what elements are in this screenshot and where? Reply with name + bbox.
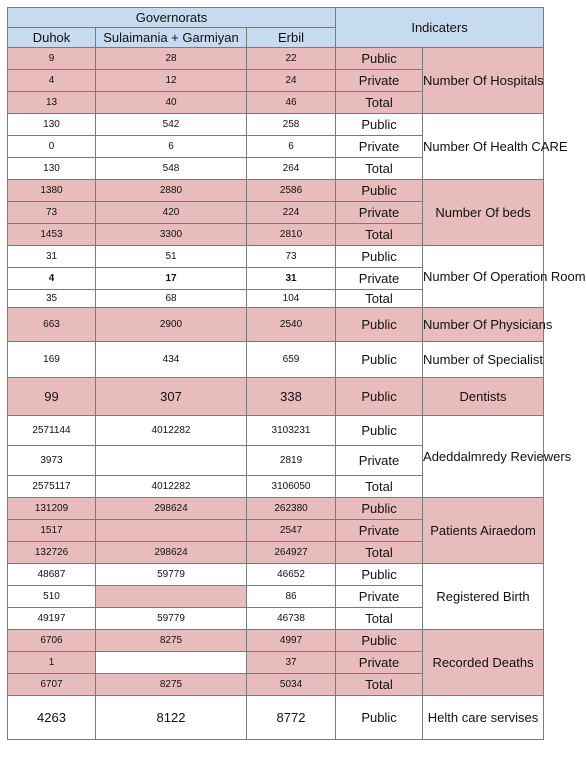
erbil-value: 37 (247, 652, 336, 674)
erbil-value: 22 (247, 48, 336, 70)
indicator-label: Number Of Physicians (423, 308, 544, 342)
sulaimania-value: 28 (96, 48, 247, 70)
sector-type: Total (336, 542, 423, 564)
duhok-value: 169 (8, 342, 96, 378)
erbil-value: 262380 (247, 498, 336, 520)
duhok-value: 6707 (8, 674, 96, 696)
table-row (8, 498, 544, 520)
duhok-value: 2575117 (8, 476, 96, 498)
erbil-value: 2810 (247, 224, 336, 246)
sulaimania-value: 6 (96, 136, 247, 158)
duhok-value: 130 (8, 158, 96, 180)
erbil-value: 258 (247, 114, 336, 136)
sector-type: Total (336, 92, 423, 114)
sulaimania-value: 59779 (96, 564, 247, 586)
governorates-header: Governorats (8, 8, 336, 28)
erbil-value: 46652 (247, 564, 336, 586)
indicator-label: Number Of Health CARE (423, 114, 544, 180)
table-row (8, 246, 544, 268)
erbil-value: 24 (247, 70, 336, 92)
table-row (8, 696, 544, 740)
table-row (8, 564, 544, 586)
sector-type: Public (336, 342, 423, 378)
sector-type: Total (336, 158, 423, 180)
indicators-header: Indicaters (336, 8, 544, 48)
erbil-value: 46 (247, 92, 336, 114)
erbil-value: 264927 (247, 542, 336, 564)
duhok-value: 35 (8, 290, 96, 308)
sulaimania-value: 298624 (96, 498, 247, 520)
duhok-value: 9 (8, 48, 96, 70)
sulaimania-value: 12 (96, 70, 247, 92)
duhok-value: 49197 (8, 608, 96, 630)
erbil-value: 4997 (247, 630, 336, 652)
erbil-value: 3106050 (247, 476, 336, 498)
sulaimania-value: 2880 (96, 180, 247, 202)
duhok-value: 130 (8, 114, 96, 136)
erbil-value: 224 (247, 202, 336, 224)
duhok-value: 510 (8, 586, 96, 608)
erbil-value: 73 (247, 246, 336, 268)
sector-type: Public (336, 308, 423, 342)
table-row (8, 378, 544, 416)
erbil-value: 2586 (247, 180, 336, 202)
erbil-value: 2819 (247, 446, 336, 476)
duhok-value: 131209 (8, 498, 96, 520)
sector-type: Private (336, 446, 423, 476)
duhok-value: 1453 (8, 224, 96, 246)
erbil-value: 86 (247, 586, 336, 608)
sulaimania-value: 4012282 (96, 416, 247, 446)
table-row (8, 342, 544, 378)
duhok-value: 4263 (8, 696, 96, 740)
sector-type: Total (336, 476, 423, 498)
sector-type: Total (336, 608, 423, 630)
erbil-value: 104 (247, 290, 336, 308)
sector-type: Private (336, 652, 423, 674)
sulaimania-value: 542 (96, 114, 247, 136)
sector-type: Public (336, 114, 423, 136)
erbil-value: 264 (247, 158, 336, 180)
duhok-value: 0 (8, 136, 96, 158)
duhok-value: 132726 (8, 542, 96, 564)
table-row (8, 416, 544, 446)
sulaimania-value: 307 (96, 378, 247, 416)
sector-type: Private (336, 586, 423, 608)
duhok-value: 4 (8, 70, 96, 92)
sector-type: Public (336, 564, 423, 586)
table-row (8, 308, 544, 342)
sulaimania-value: 17 (96, 268, 247, 290)
sector-type: Public (336, 416, 423, 446)
sulaimania-value: 68 (96, 290, 247, 308)
erbil-header: Erbil (247, 28, 336, 48)
table-row (8, 114, 544, 136)
sulaimania-value: 51 (96, 246, 247, 268)
duhok-value: 1517 (8, 520, 96, 542)
erbil-value: 338 (247, 378, 336, 416)
sector-type: Private (336, 520, 423, 542)
sector-type: Public (336, 630, 423, 652)
sector-type: Public (336, 498, 423, 520)
sulaimania-value: 420 (96, 202, 247, 224)
sulaimania-value: 59779 (96, 608, 247, 630)
indicator-label: Number Of beds (423, 180, 544, 246)
health-indicators-table (7, 7, 586, 740)
sector-type: Total (336, 674, 423, 696)
erbil-value: 2547 (247, 520, 336, 542)
indicator-label: Number Of Hospitals (423, 48, 544, 114)
sector-type: Private (336, 202, 423, 224)
duhok-value: 3973 (8, 446, 96, 476)
duhok-value: 73 (8, 202, 96, 224)
sulaimania-value: 8275 (96, 674, 247, 696)
sector-type: Total (336, 290, 423, 308)
sulaimania-value: 8275 (96, 630, 247, 652)
duhok-header: Duhok (8, 28, 96, 48)
erbil-value: 659 (247, 342, 336, 378)
sulaimania-header: Sulaimania + Garmiyan (96, 28, 247, 48)
indicator-label: Dentists (423, 378, 544, 416)
sector-type: Private (336, 70, 423, 92)
indicator-label: Recorded Deaths (423, 630, 544, 696)
duhok-value: 13 (8, 92, 96, 114)
indicator-label: Number Of Operation Room (423, 246, 544, 308)
sulaimania-value (96, 586, 247, 608)
duhok-value: 99 (8, 378, 96, 416)
sector-type: Private (336, 136, 423, 158)
indicator-label: Number of Specialist (423, 342, 544, 378)
table-row (8, 48, 544, 70)
sector-type: Public (336, 180, 423, 202)
sulaimania-value: 8122 (96, 696, 247, 740)
indicator-label: Helth care servises (423, 696, 544, 740)
erbil-value: 8772 (247, 696, 336, 740)
duhok-value: 1380 (8, 180, 96, 202)
duhok-value: 663 (8, 308, 96, 342)
erbil-value: 31 (247, 268, 336, 290)
indicator-label: Adeddalmredy Reviewers (423, 416, 544, 498)
table-row (8, 180, 544, 202)
sulaimania-value: 548 (96, 158, 247, 180)
duhok-value: 48687 (8, 564, 96, 586)
erbil-value: 3103231 (247, 416, 336, 446)
sector-type: Total (336, 224, 423, 246)
sulaimania-value (96, 520, 247, 542)
sulaimania-value: 298624 (96, 542, 247, 564)
erbil-value: 6 (247, 136, 336, 158)
indicator-label: Registered Birth (423, 564, 544, 630)
duhok-value: 31 (8, 246, 96, 268)
sulaimania-value: 40 (96, 92, 247, 114)
sector-type: Public (336, 378, 423, 416)
duhok-value: 1 (8, 652, 96, 674)
sulaimania-value (96, 652, 247, 674)
duhok-value: 2571144 (8, 416, 96, 446)
sulaimania-value (96, 446, 247, 476)
erbil-value: 5034 (247, 674, 336, 696)
table-row (8, 630, 544, 652)
duhok-value: 4 (8, 268, 96, 290)
erbil-value: 2540 (247, 308, 336, 342)
sector-type: Public (336, 48, 423, 70)
sector-type: Public (336, 246, 423, 268)
sector-type: Public (336, 696, 423, 740)
sector-type: Private (336, 268, 423, 290)
sulaimania-value: 2900 (96, 308, 247, 342)
sulaimania-value: 4012282 (96, 476, 247, 498)
duhok-value: 6706 (8, 630, 96, 652)
sulaimania-value: 434 (96, 342, 247, 378)
sulaimania-value: 3300 (96, 224, 247, 246)
indicator-label: Patients Airaedom (423, 498, 544, 564)
erbil-value: 46738 (247, 608, 336, 630)
